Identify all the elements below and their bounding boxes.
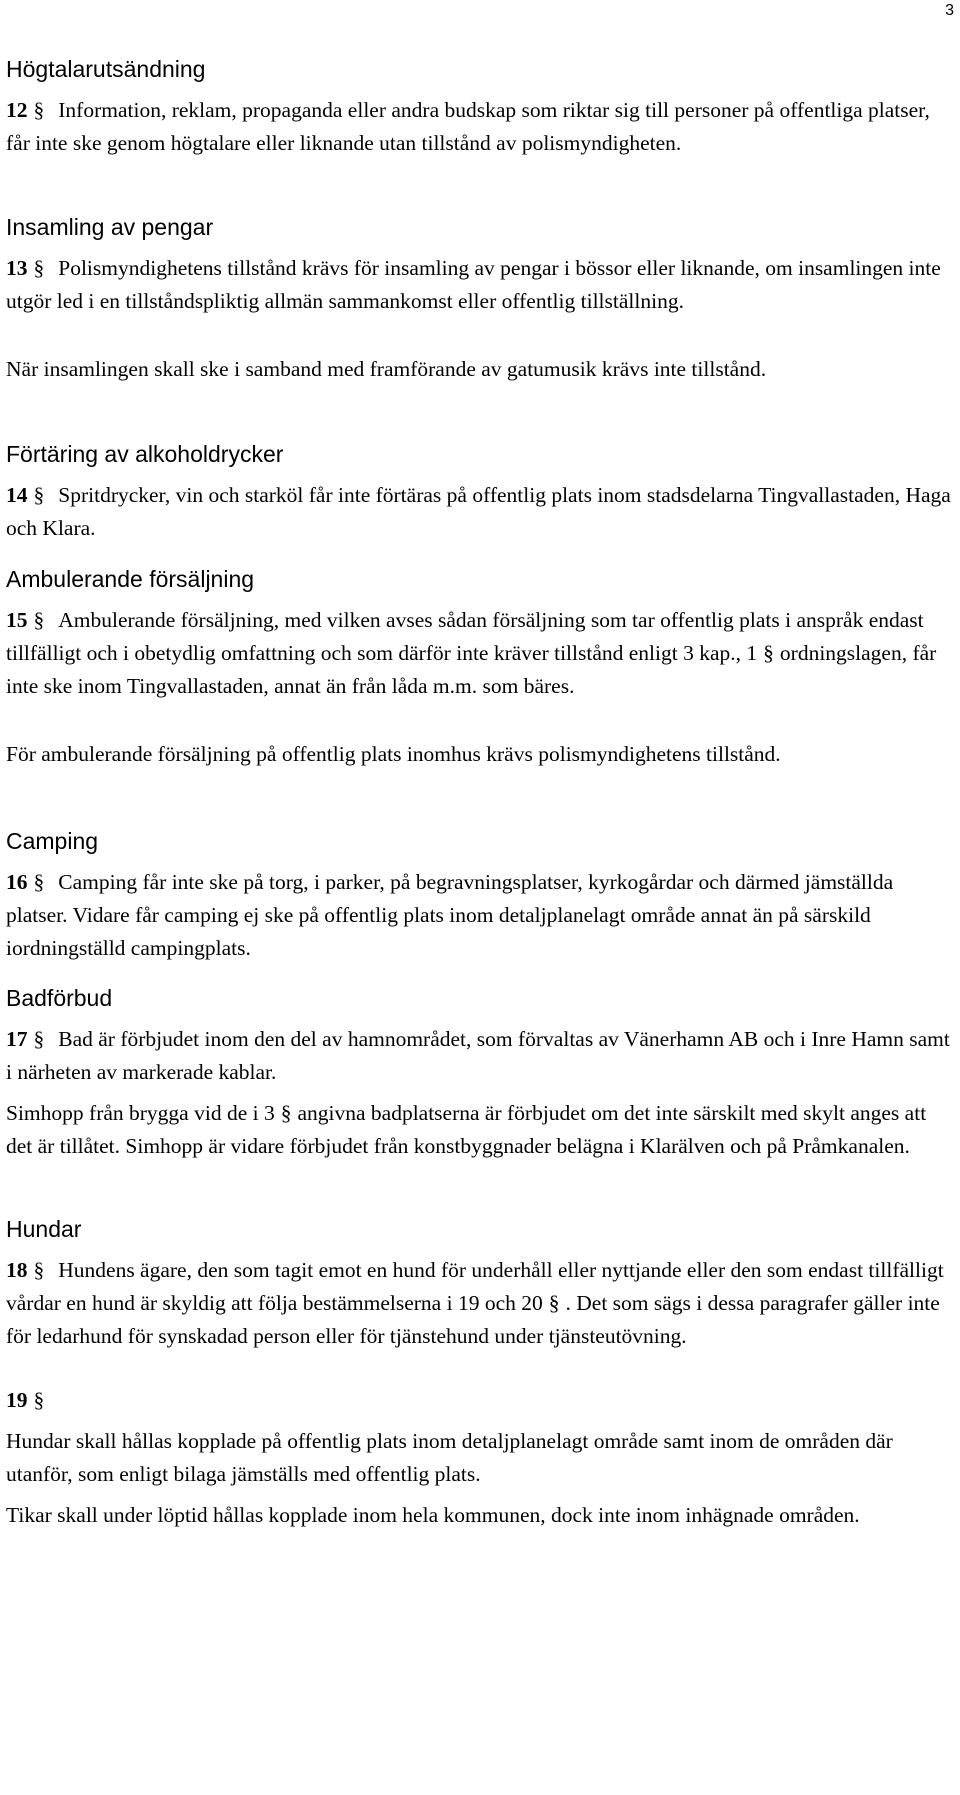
paragraph-text: Polismyndighetens tillstånd krävs för insamling av pengar i bössor eller liknande, om insamlingen inte utgör led i en tillståndspliktig allmän sammankomst eller offentlig tillställning. [6, 256, 941, 313]
paragraph-number: 19 [6, 1388, 28, 1412]
paragraph-14 [6, 479, 956, 545]
paragraph-text: Camping får inte ske på torg, i parker, på begravningsplatser, kyrkogårdar och därmed jämställda platser. Vidare får camping ej ske på offentlig plats inom detaljplanelagt område annat än på särskild iordningställd campingplats. [6, 870, 894, 960]
heading-hundar: Hundar [6, 1216, 82, 1242]
paragraph-text: Simhopp från brygga vid de i 3 [6, 1101, 275, 1125]
section-sign-icon: § [33, 1027, 45, 1051]
paragraph-text: Bad är förbjudet inom den del av hamnområdet, som förvaltas av Vänerhamn AB och i Inre Hamn samt i närheten av markerade kablar. [6, 1027, 950, 1084]
paragraph-19-2: Tikar skall under löptid hållas kopplade inom hela kommunen, dock inte inom inhägnade områden. [6, 1503, 860, 1527]
paragraph-number: 17 [6, 1027, 28, 1051]
paragraph-15-2: För ambulerande försäljning på offentlig plats inomhus krävs polismyndighetens tillstånd. [6, 742, 781, 766]
paragraph-text: Ambulerande försäljning, med vilken avses sådan försäljning som tar offentlig plats i anspråk endast tillfälligt och i obetydlig omfattning och som därför inte kräver tillstånd enligt 3 kap., 1 [6, 608, 924, 665]
section-sign-icon: § [33, 256, 45, 280]
section-sign-icon: § [33, 98, 45, 122]
heading-fortaring: Förtäring av alkoholdrycker [6, 441, 284, 467]
paragraph-12 [6, 94, 956, 160]
paragraph-text: ordningslagen, får inte ske inom Tingvallastaden, annat än från låda m.m. som bäres. [6, 641, 937, 698]
paragraph-number: 15 [6, 608, 28, 632]
section-sign-icon: § [763, 641, 774, 665]
paragraph-text: . Det som sägs i dessa paragrafer gäller inte för ledarhund för synskadad person eller för tjänstehund under tjänsteutövning. [6, 1291, 940, 1348]
section-sign-icon: § [33, 1388, 45, 1412]
paragraph-15 [6, 604, 956, 703]
paragraph-text: Information, reklam, propaganda eller andra budskap som riktar sig till personer på offentliga platser, får inte ske genom högtalare eller liknande utan tillstånd av polismyndigheten. [6, 98, 930, 155]
paragraph-number: 16 [6, 870, 28, 894]
paragraph-18 [6, 1254, 956, 1353]
paragraph-19-number [6, 1384, 956, 1417]
heading-camping: Camping [6, 828, 99, 854]
section-sign-icon: § [280, 1101, 292, 1125]
section-sign-icon: § [33, 870, 45, 894]
paragraph-text: Spritdrycker, vin och starköl får inte förtäras på offentlig plats inom stadsdelarna Tingvallastaden, Haga och Klara. [6, 483, 951, 540]
paragraph-17-2 [6, 1097, 956, 1163]
paragraph-number: 14 [6, 483, 28, 507]
paragraph-17 [6, 1023, 956, 1089]
paragraph-text: angivna badplatserna är förbjudet om det inte särskilt med skylt anges att det är tillåtet. Simhopp är vidare förbjudet från konstbyggnader belägna i Klarälven och på Pråmkanalen. [6, 1101, 927, 1158]
section-sign-icon: § [33, 608, 45, 632]
paragraph-13 [6, 252, 956, 318]
section-sign-icon: § [33, 1258, 45, 1282]
paragraph-number: 13 [6, 256, 28, 280]
paragraph-19: Hundar skall hållas kopplade på offentlig plats inom detaljplanelagt område samt inom de områden där utanför, som enligt bilaga jämställs med offentlig plats. [6, 1429, 893, 1486]
heading-ambulerande: Ambulerande försäljning [6, 566, 255, 592]
paragraph-number: 18 [6, 1258, 28, 1282]
page-number: 3 [945, 2, 954, 19]
paragraph-number: 12 [6, 98, 28, 122]
paragraph-16 [6, 866, 956, 965]
heading-badforbud: Badförbud [6, 985, 113, 1011]
heading-insamling: Insamling av pengar [6, 214, 214, 240]
section-sign-icon: § [548, 1291, 560, 1315]
paragraph-text: Hundens ägare, den som tagit emot en hund för underhåll eller nyttjande eller den som endast tillfälligt vårdar en hund är skyldig att följa bestämmelserna i 19 och 20 [6, 1258, 944, 1315]
heading-hogtalarutsandning: Högtalarutsändning [6, 56, 206, 82]
section-sign-icon: § [33, 483, 45, 507]
paragraph-13-2: När insamlingen skall ske i samband med framförande av gatumusik krävs inte tillstånd. [6, 357, 767, 381]
